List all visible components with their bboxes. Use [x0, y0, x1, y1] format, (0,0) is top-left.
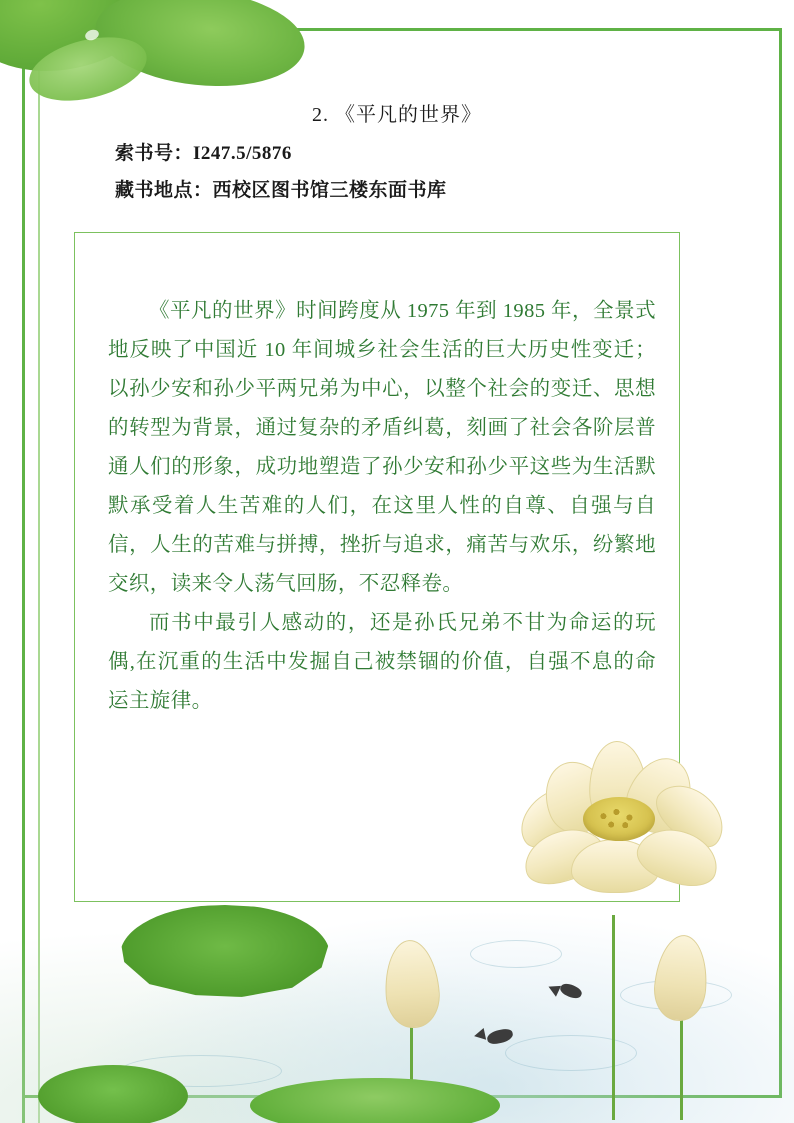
body-text	[108, 292, 656, 721]
location-line: 藏书地点：西校区图书馆三楼东面书库	[115, 180, 447, 201]
call-number-line: 索书号：I247.5/5876	[115, 143, 292, 164]
paragraph: 《平凡的世界》时间跨度从 1975 年到 1985 年，全景式地反映了中国近 10 年间城乡社会生活的巨大历史性变迁；以孙少安和孙少平两兄弟为中心，以整个社会的变迁、思想的转型为背景，通过复杂的矛盾纠葛，刻画了社会各阶层普通人们的形象，成功地塑造了孙少安和孙少平这些为生活默默承受着人生苦难的人们，在这里人性的自尊、自强与自信，人生的苦难与拼搏，挫折与追求，痛苦与欢乐，纷繁地交织，读来令人荡气回肠，不忍释卷。	[108, 300, 656, 595]
page-title: 2. 《平凡的世界》	[312, 104, 482, 126]
paragraph: 而书中最引人感动的，还是孙氏兄弟不甘为命运的玩偶,在沉重的生活中发掘自己被禁锢的价值，自强不息的命运主旋律。	[108, 612, 656, 712]
